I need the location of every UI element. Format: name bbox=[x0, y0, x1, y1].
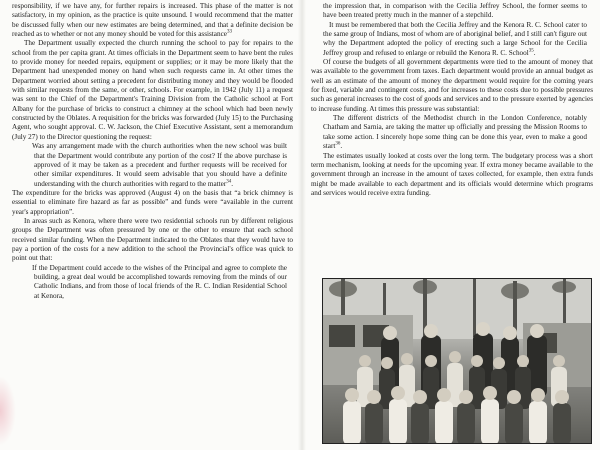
block-quote-cecilia-jeffrey: It must be remembered that both the Cecilia Jeffrey and the Kenora R. C. School cater to the same group of Indians, most of whom are of aboriginal belief, and I still can't figure out why the Department adopted the policy of erecting such a large School for the Cecilia Jeffrey group and refused to enlarge or rebuild the Kenora R. C. School$^{35}$. bbox=[323, 20, 587, 57]
footnote-ref: 35 bbox=[528, 48, 534, 54]
paragraph-budgets: Of course the budgets of all government departments were tied to the amount of money that was available to the government from taxes. Each department would provide an annual budget as well as an estimate of the amount of money the department would require for the coming years for fixed, variable and contingent costs, and for increases to these costs due to possible pressures such as general increases to the cost of goods and services and to the pressure exerted by agencies to increase funding. At times this pressure was substantial: bbox=[311, 58, 593, 113]
footnote-ref: 34 bbox=[226, 179, 232, 185]
paragraph-estimates: The estimates usually looked at costs over the long term. The budgetary process was a short term mechanism, looking at needs for the upcoming year. If extra money became available to the government through an increase in the amount of taxes collected, for example, then extra funds might be made available to each department and its officials would determine which programs and services would receive extra funding. bbox=[311, 151, 593, 197]
page-gutter bbox=[298, 0, 306, 450]
group-photograph bbox=[322, 278, 592, 444]
paragraph-kenora: In areas such as Kenora, where there were two residential schools run by different religious groups the Department was often pressured by one or the other to ensure that each school received similar funding. When the Department indicated to the Oblates that they would have to pay a portion of the costs for a new addition to the school the Provincial's office was quick to point out that: bbox=[12, 216, 293, 263]
footnote-ref: 36 bbox=[335, 141, 341, 147]
block-quote-jackson: Was any arrangement made with the church authorities when the new school was built that the Department would contribute any portion of the cost? If the above purchase is approved of it may be taken as a precedent and further requests will be received for other similar expenditures. It would seem advisable that you should have a definite understanding with the church authorities with regard to the matter$^{34}$. bbox=[32, 142, 287, 188]
paragraph-department-repairs: The Department usually expected the church running the school to pay for repairs to the school from the per capita grant. At times officials in the Department seem to have bent the rules to provide money for needed repairs, equipment or supplies; or it may be more likely that the Department had unexpended money on hand when such requests came in. At other times the Department worried about setting a precedent for distributing money and they would be flooded with similar requests from the same, or other, schools. For example, in 1942 (July 11) a request was sent to the Chief of the Department's Training Division from the Catholic school at Fort Albany for the purchase of bricks to construct a chimney at the school which had been newly constructed by the Oblates. A requisition for the bricks was forwarded (July 15) to the Purchasing Agent, who sought approval. C. W. Jackson, the Chief Executive Assistant, sent a memorandum (July 27) to the Director questioning the request: bbox=[12, 39, 293, 141]
footnote-ref: 33 bbox=[226, 29, 232, 35]
block-quote-methodist: The different districts of the Methodist church in the London Conference, notably Chatham and Sarnia, are taking the matter up officially and pressing the Mission Rooms to take some action. I sincerely hope some thing can be done this year, even to make a good start$^{36}$. bbox=[323, 114, 587, 151]
photo-illustration bbox=[323, 279, 592, 444]
block-quote-continued: the impression that, in comparison with the Cecilia Jeffrey School, the former seems to have been treated pretty much in the manner of a stepchild. bbox=[323, 2, 587, 20]
paragraph-bricks-approved: The expenditure for the bricks was approved (August 4) on the basis that “a brick chimney is essential to eliminate fire hazard as far as possible” and funds were “available in the current year's appropriation”. bbox=[12, 188, 293, 216]
left-page-column bbox=[12, 2, 293, 448]
quote-text: The different districts of the Methodist church in the London Conference, notably Chatham and Sarnia, are taking the matter up officially and pressing the Mission Rooms to take some action. I sincerely hope some thing can be done this year, even to make a good start bbox=[323, 114, 587, 151]
block-quote-provincial: If the Department could accede to the wishes of the Principal and agree to complete the building, a great deal would be accomplished towards removing from the minds of our Catholic Indians, and from those of local friends of the R. C. Indian Residential School at Kenora, bbox=[32, 263, 287, 300]
right-page-column bbox=[311, 2, 593, 248]
paragraph-text: responsibility, if we have any, for further repairs is increased. This phase of the matter is not satisfactory, in my opinion, as the practice is quite unsound. I would recommend that the matter be discussed fully when our new estimates are being determined, and that a definite decision be reached as to whether or not any money should be voted for this assistance bbox=[12, 2, 293, 39]
quote-text: Was any arrangement made with the church authorities when the new school was built that the Department would contribute any portion of the cost? If the above purchase is approved of it may be taken as a precedent and further requests will be received for other similar expenditures. It would seem advisable that you should have a definite understanding with the church authorities with regard to the matter bbox=[32, 142, 287, 188]
paragraph-responsibility bbox=[12, 2, 293, 39]
quote-text: It must be remembered that both the Cecilia Jeffrey and the Kenora R. C. School cater to the same group of Indians, most of whom are of aboriginal belief, and I still can't figure out why the Department adopted the policy of erecting such a large School for the Cecilia Jeffrey group and refused to enlarge or rebuild the Kenora R. C. School bbox=[323, 20, 587, 57]
